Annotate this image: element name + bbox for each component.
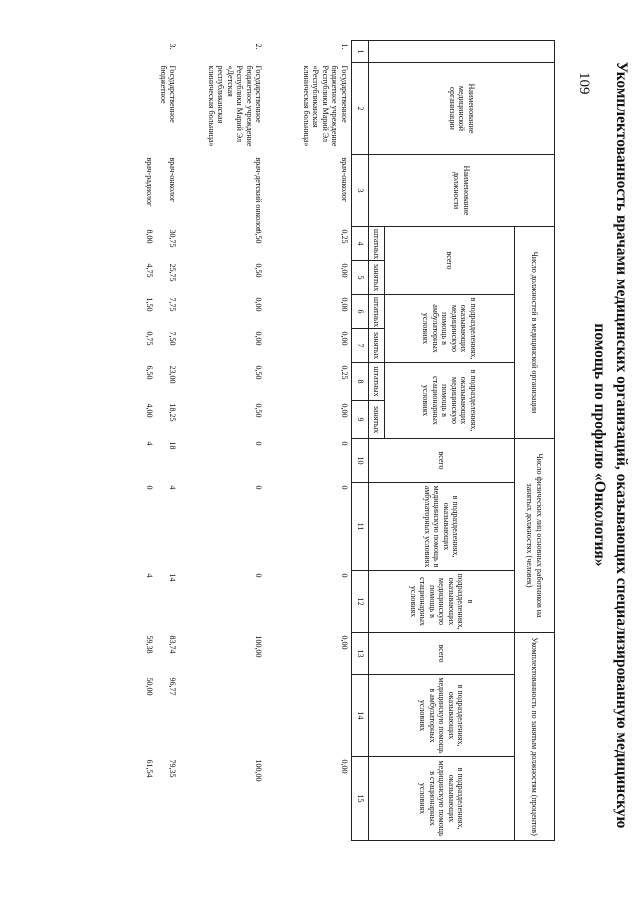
column-number: 15 [352,757,369,841]
value-cell: 0,25 [340,229,349,244]
header-staffing-total: всего [369,633,515,675]
header-occupied: занятых [369,261,385,295]
value-cell [180,675,266,757]
header-position: Наименование должности [369,155,555,227]
value-cell: 0,00 [340,403,349,418]
value-cell: 25,75 [168,263,178,282]
value-cell: 4,00 [145,403,155,418]
value-cell: 4,75 [145,263,155,278]
column-number: 2 [352,63,369,155]
value-cell: 83,74 [168,635,178,654]
column-number: 11 [352,483,369,571]
column-number: 7 [352,329,369,363]
value-cell: 4 [168,485,178,490]
header-total: всего [385,227,515,295]
column-number: 5 [352,261,369,295]
row-number: 2. [254,43,264,50]
value-cell: 0,00 [254,331,264,346]
value-cell: 18 [168,441,178,450]
value-cell: 0,00 [340,331,349,346]
value-cell: 1,50 [145,297,155,312]
value-cell: 0,50 [254,365,264,380]
value-cell: 7,50 [168,331,178,346]
value-cell: 0 [340,485,349,490]
value-cell [266,675,352,757]
value-cell: 0,00 [340,263,349,278]
column-number: 13 [352,633,369,675]
value-cell: 0,00 [340,635,349,650]
position-cell: врач-онколог [340,157,349,203]
column-number: 6 [352,295,369,329]
value-cell: 0,50 [254,229,264,244]
org-name-cell: Государственное бюджетное учреждение Республики Марий Эл «Республиканская клиническая больница» [302,65,349,147]
column-number: 3 [352,155,369,227]
value-cell: 8,00 [145,229,155,244]
org-name-cell: Государственное бюджетное учреждение Республики Марий Эл «Детская республиканская клиническая больница» [207,65,264,147]
value-cell: 0,50 [254,263,264,278]
value-cell: 0,00 [340,297,349,312]
header-persons-inpatient: в подразделениях, оказывающих медицинскую помощь в стационарных условиях [369,571,515,633]
page-title-line-1: Укомплектованность врачами медицинских организаций, оказывающих специализированную медицинскую [613,61,630,829]
value-cell: 61,54 [145,759,155,778]
value-cell: 18,25 [168,403,178,422]
value-cell: 14 [168,573,178,582]
table-row [266,41,352,841]
header-positions-group: Число должностей в медицинской организации [515,227,555,439]
page-title-line-2: помощь по профилю «Онкология» [591,323,608,567]
header-staffing-inpatient: в подразделениях, оказывающих медицинскую помощь в стационарных условиях [369,757,515,841]
column-number: 12 [352,571,369,633]
staffing-table [143,40,555,841]
table-row [143,41,157,841]
value-cell: 50,00 [145,677,155,696]
header-org-name: Наименование медицинской организации [369,63,555,155]
header-inpatient: в подразделениях, оказывающих медицинскую помощь в стационарных условиях [385,363,515,439]
header-occupied: занятых [369,329,385,363]
value-cell: 4 [145,573,155,578]
header-occupied: занятых [369,401,385,439]
value-cell: 0 [254,485,264,490]
header-staffing-ambulatory: в подразделениях, оказывающих медицинскую помощь в амбулаторных условиях [369,675,515,757]
value-cell: 6,50 [145,365,155,380]
header-staff: штатных [369,227,385,261]
column-number: 8 [352,363,369,401]
value-cell: 79,35 [168,759,178,778]
value-cell: 0,50 [254,403,264,418]
row-number: 3. [168,43,178,50]
table-row [180,41,266,841]
position-cell: врач-радиолог [145,157,155,207]
value-cell: 4 [145,441,155,446]
value-cell: 0,00 [254,297,264,312]
value-cell: 0 [254,441,264,446]
value-cell: 0 [340,573,349,578]
value-cell: 0 [340,441,349,446]
position-cell: врач-онколог [168,157,178,203]
value-cell: 23,00 [168,365,178,384]
header-persons-total: всего [369,439,515,483]
column-number: 9 [352,401,369,439]
value-cell: 100,00 [254,759,264,782]
value-cell: 7,75 [168,297,178,312]
header-staffing-group: Укомплектованность по занятым должностям (процентов) [515,633,555,841]
value-cell: 96,77 [168,677,178,696]
value-cell: 100,00 [254,635,264,658]
value-cell: 0 [145,485,155,490]
header-staff: штатных [369,363,385,401]
value-cell: 0,25 [340,365,349,380]
value-cell: 0,75 [145,331,155,346]
value-cell: 59,38 [145,635,155,654]
org-name-cell: Государственное бюджетное [159,65,178,123]
column-number: 14 [352,675,369,757]
value-cell: 30,75 [168,229,178,248]
column-number: 1 [352,41,369,63]
table-row [157,41,180,841]
column-number: 10 [352,439,369,483]
header-persons-group: Число физических лиц основных работников на занятых должностях (человек) [515,439,555,633]
header-staff: штатных [369,295,385,329]
header-no [369,41,555,63]
column-number-row [352,41,369,841]
row-number: 1. [340,43,349,50]
position-cell: врач-детский онколог [254,157,264,232]
value-cell: 0 [254,573,264,578]
header-persons-ambulatory: в подразделениях, оказывающих медицинскую помощь в амбулаторных условиях [369,483,515,571]
column-number: 4 [352,227,369,261]
header-ambulatory: в подразделениях, оказывающих медицинскую помощь в амбулаторных условиях [385,295,515,363]
page-number: 109 [576,72,592,95]
value-cell: 0,00 [340,759,349,774]
rotated-content [75,40,635,850]
